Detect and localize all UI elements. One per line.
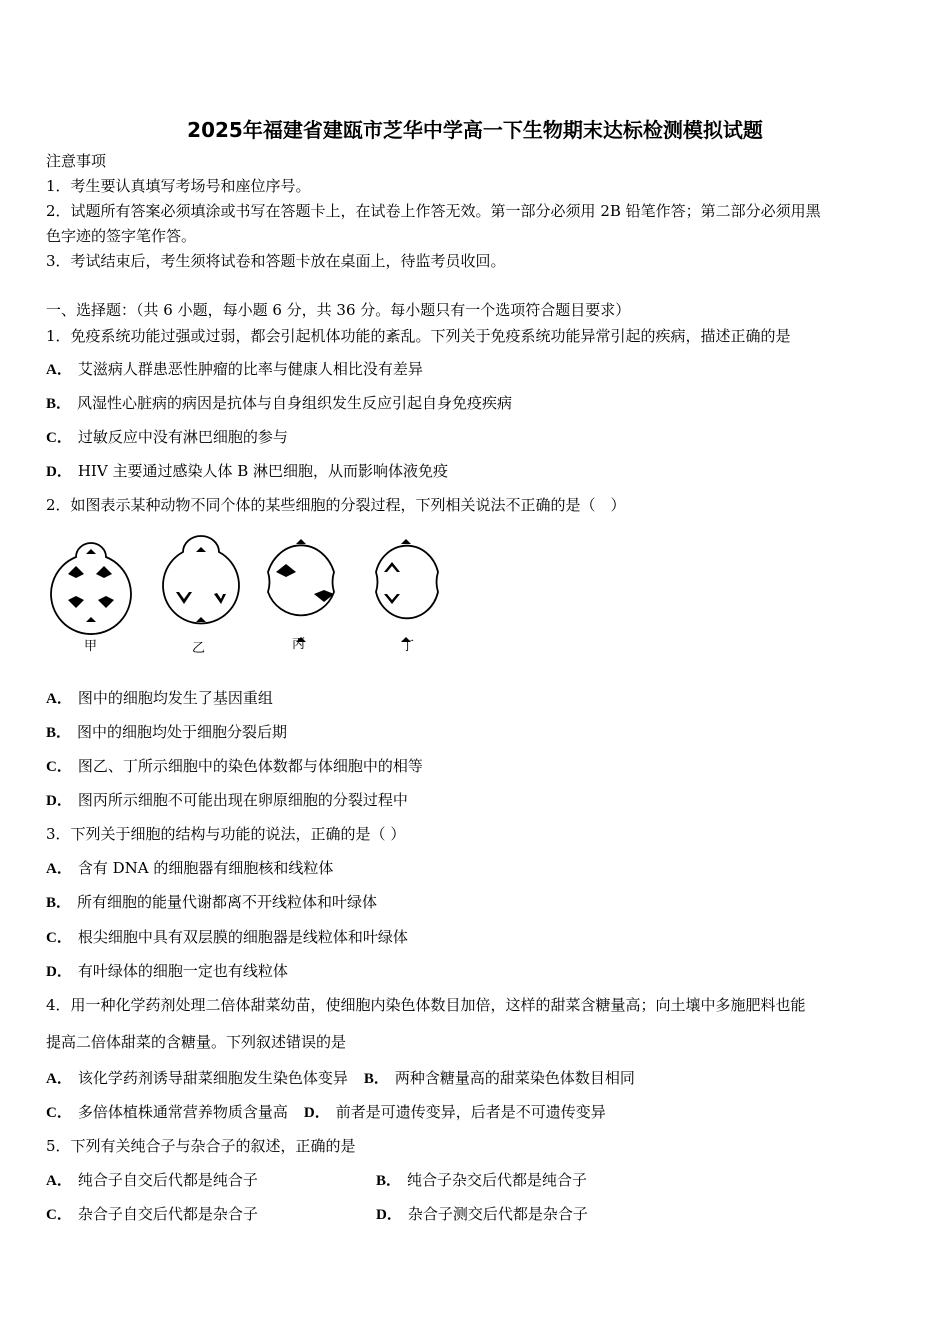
q5-option-c: C． 杂合子自交后代都是杂合子 [46, 1205, 258, 1223]
q1-stem: 1．免疫系统功能过强或过弱，都会引起机体功能的紊乱。下列关于免疫系统功能异常引起的疾病，描述正确的是 [46, 327, 791, 345]
q2-option-b: B． 图中的细胞均处于细胞分裂后期 [46, 723, 288, 741]
notice-item: 3．考试结束后，考生须将试卷和答题卡放在桌面上，待监考员收回。 [46, 252, 506, 270]
q4-options-ab: A． 该化学药剂诱导甜菜细胞发生染色体变异 B． 两种含糖量高的甜菜染色体数目相同 [46, 1069, 635, 1087]
q1-option-c: C． 过敏反应中没有淋巴细胞的参与 [46, 428, 288, 446]
notice-item: 色字迹的签字笔作答。 [46, 227, 197, 245]
page-title: 2025年福建省建瓯市芝华中学高一下生物期末达标检测模拟试题 [187, 118, 763, 142]
cell-division-figure [46, 532, 446, 657]
q3-option-a: A． 含有 DNA 的细胞器有细胞核和线粒体 [46, 859, 334, 877]
q3-option-c: C． 根尖细胞中具有双层膜的细胞器是线粒体和叶绿体 [46, 928, 408, 946]
caption-ding: 丁 [401, 639, 415, 654]
notice-item: 1．考生要认真填写考场号和座位序号。 [46, 177, 311, 195]
q1-option-b: B． 风湿性心脏病的病因是抗体与自身组织发生反应引起自身免疫疾病 [46, 394, 513, 412]
q1-option-d: D． HIV 主要通过感染人体 B 淋巴细胞，从而影响体液免疫 [46, 462, 449, 480]
q3-option-b: B． 所有细胞的能量代谢都离不开线粒体和叶绿体 [46, 893, 378, 911]
notice-item: 2．试题所有答案必须填涂或书写在答题卡上，在试卷上作答无效。第一部分必须用 2B 铅笔作答；第二部分必须用黑 [46, 202, 821, 220]
q2-option-c: C． 图乙、丁所示细胞中的染色体数都与体细胞中的相等 [46, 757, 423, 775]
cell-ding [376, 546, 438, 619]
caption-bing: 丙 [292, 637, 306, 652]
q3-option-d: D． 有叶绿体的细胞一定也有线粒体 [46, 962, 288, 980]
q2-option-a: A． 图中的细胞均发生了基因重组 [46, 689, 273, 707]
q5-stem: 5．下列有关纯合子与杂合子的叙述，正确的是 [46, 1137, 356, 1155]
cell-bing [268, 545, 334, 615]
q5-option-a: A． 纯合子自交后代都是纯合子 [46, 1171, 258, 1189]
q1-option-a: A． 艾滋病人群患恶性肿瘤的比率与健康人相比没有差异 [46, 360, 423, 378]
caption-yi: 乙 [192, 641, 206, 656]
q4-options-cd: C． 多倍体植株通常营养物质含量高 D． 前者是可遗传变异，后者是不可遗传变异 [46, 1103, 606, 1121]
section-heading: 一、选择题：（共 6 小题，每小题 6 分，共 36 分。每小题只有一个选项符合题目要求） [46, 301, 631, 319]
q4-stem: 4．用一种化学药剂处理二倍体甜菜幼苗，使细胞内染色体数目加倍，这样的甜菜含糖量高；向土壤中多施肥料也能 [46, 996, 806, 1014]
q5-option-b: B． 纯合子杂交后代都是纯合子 [376, 1171, 588, 1189]
caption-jia: 甲 [84, 639, 98, 654]
q4-stem-cont: 提高二倍体甜菜的含糖量。下列叙述错误的是 [46, 1033, 347, 1051]
q2-stem: 2．如图表示某种动物不同个体的某些细胞的分裂过程，下列相关说法不正确的是（ ） [46, 496, 626, 514]
notice-heading: 注意事项 [46, 152, 107, 170]
q2-option-d: D． 图丙所示细胞不可能出现在卵原细胞的分裂过程中 [46, 791, 408, 809]
q3-stem: 3．下列关于细胞的结构与功能的说法，正确的是（ ） [46, 825, 406, 843]
q5-option-d: D． 杂合子测交后代都是杂合子 [376, 1205, 588, 1223]
